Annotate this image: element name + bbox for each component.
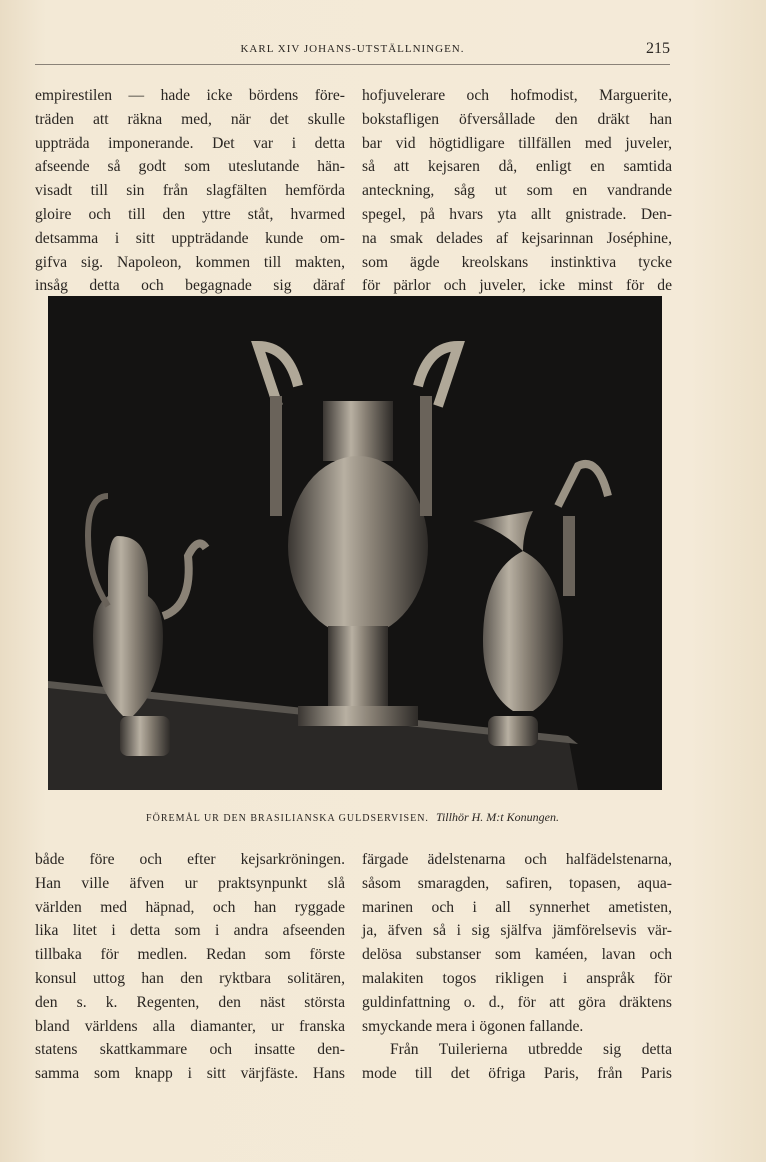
text-line: hofjuvelerare och hofmodist, Marguerite, bbox=[362, 87, 672, 104]
text-line: guldinfattning o. d., för att göra dräktens bbox=[362, 993, 672, 1011]
top-left-column bbox=[35, 84, 345, 298]
text-line: ja, äfven så i sig själfva jämförelsevis vär- bbox=[362, 922, 672, 940]
text-line: mode till det öfriga Paris, från Paris bbox=[362, 1065, 672, 1083]
text-line: Han ville äfven ur praktsynpunkt slå bbox=[35, 874, 345, 892]
text-line: tillbaka för medlen. Redan som förste bbox=[35, 946, 345, 964]
text-line: världen med häpnad, och han ryggade bbox=[35, 898, 345, 916]
figure-caption bbox=[35, 810, 670, 825]
text-line: samma som knapp i sitt värjfäste. Hans bbox=[35, 1065, 345, 1083]
page-header bbox=[35, 40, 670, 60]
text-line: na smak delades af kejsarinnan Joséphine, bbox=[362, 229, 672, 247]
bottom-right-column bbox=[362, 848, 672, 1086]
text-line: bokstafligen öfversållade den dräkt han bbox=[362, 110, 672, 128]
text-line: så att kejsaren då, enligt en samtida bbox=[362, 158, 672, 176]
text-line: bar vid högtidligare tillfällen med juveler, bbox=[362, 134, 672, 152]
ewer bbox=[473, 464, 608, 746]
text-line: afseende så godt som uteslutande hän- bbox=[35, 158, 345, 176]
text-line: bland världens alla diamanter, ur franska bbox=[35, 1017, 345, 1035]
text-line: empirestilen — hade icke bördens före- bbox=[35, 87, 345, 104]
text-line: konsul uttog han den ryktbara solitären, bbox=[35, 969, 345, 987]
text-line: insåg detta och begagnade sig däraf bbox=[35, 277, 345, 295]
top-right-column bbox=[362, 84, 672, 298]
running-title: KARL XIV JOHANS-UTSTÄLLNINGEN. bbox=[240, 43, 465, 55]
text-line: både före och efter kejsarkröningen. bbox=[35, 851, 345, 868]
caption-credit: Tillhör H. M:t Konungen. bbox=[435, 810, 559, 824]
text-line: uppträda imponerande. Det var i detta bbox=[35, 134, 345, 152]
text-line: gloire och till den yttre ståt, hvarmed bbox=[35, 205, 345, 223]
text-line: malakiten togos rikligen i anspråk för bbox=[362, 969, 672, 987]
text-line: träden att räkna med, när det skulle bbox=[35, 110, 345, 128]
text-line: smyckande mera i ögonen fallande. bbox=[362, 1017, 584, 1035]
text-line: gifva sig. Napoleon, kommen till makten, bbox=[35, 253, 345, 271]
text-line: visadt till sin från slagfälten hemförda bbox=[35, 182, 345, 200]
text-line: spegel, på hvars yta allt gnistrade. Den- bbox=[362, 205, 672, 223]
text-line: lika litet i detta som i andra afseenden bbox=[35, 922, 345, 940]
text-line: såsom smaragden, safiren, topasen, aqua- bbox=[362, 874, 672, 892]
text-line: delösa substanser som kaméen, lavan och bbox=[362, 946, 672, 964]
header-rule bbox=[35, 64, 670, 65]
text-line: statens skattkammare och insatte den- bbox=[35, 1041, 345, 1059]
text-line: anteckning, såg ut som en vandrande bbox=[362, 182, 672, 200]
bottom-left-column bbox=[35, 848, 345, 1086]
page-number: 215 bbox=[646, 40, 670, 57]
text-line: Från Tuilerierna utbredde sig detta bbox=[390, 1041, 672, 1059]
text-line: färgade ädelstenarna och halfädelstenarna, bbox=[362, 851, 672, 868]
text-line: marinen och i all synnerhet ametisten, bbox=[362, 898, 672, 916]
text-line: den s. k. Regenten, den näst största bbox=[35, 993, 345, 1011]
urn bbox=[258, 346, 458, 726]
photo-gold-service bbox=[48, 296, 662, 790]
caption-text: FÖREMÅL UR DEN BRASILIANSKA GULDSERVISEN. bbox=[146, 813, 429, 824]
text-line: som ägde kreolskans instinktiva tycke bbox=[362, 253, 672, 271]
text-line: för pärlor och juveler, icke minst för de bbox=[362, 277, 672, 295]
text-line: detsamma i sitt uppträdande kunde om- bbox=[35, 229, 345, 247]
